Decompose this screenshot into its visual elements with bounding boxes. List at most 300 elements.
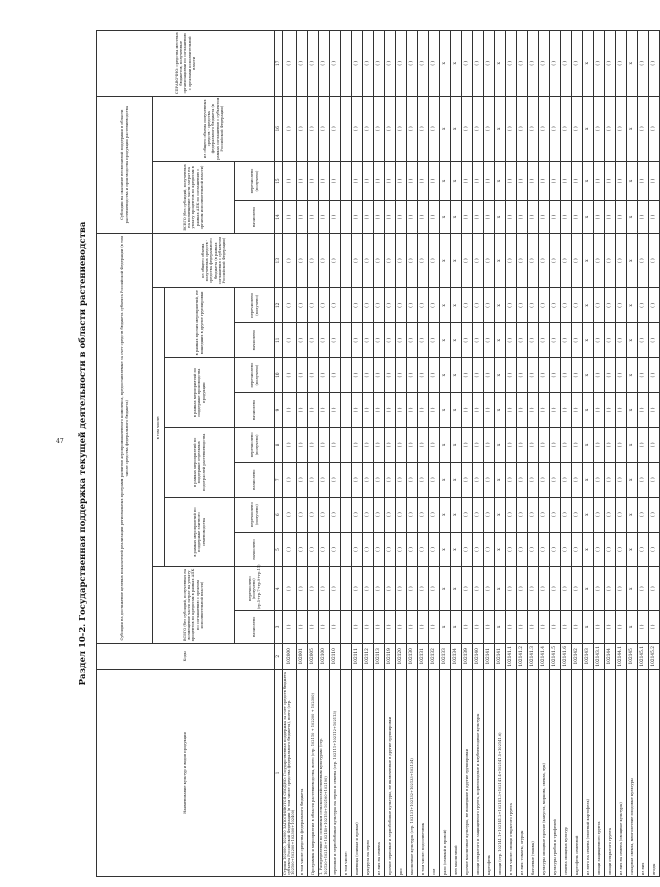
row-value-cell: ( ) bbox=[483, 233, 494, 288]
row-value-cell: ( ) bbox=[615, 201, 626, 234]
row-value-cell: ( ) bbox=[283, 31, 297, 97]
row-value-cell: ( ) bbox=[516, 288, 527, 323]
row-value-cell: ( ) bbox=[461, 161, 472, 200]
row-value-cell: ( ) bbox=[648, 201, 659, 234]
row-value-cell: ( ) bbox=[406, 288, 417, 323]
row-value-cell: ( ) bbox=[351, 323, 362, 358]
row-value-cell: ( ) bbox=[505, 393, 516, 428]
row-code: 102113 bbox=[373, 643, 384, 669]
row-value-cell: ( ) bbox=[648, 462, 659, 497]
row-value-cell: x bbox=[582, 288, 593, 323]
row-value-cell: x bbox=[582, 532, 593, 567]
row-value-cell: x bbox=[439, 427, 450, 462]
table-row bbox=[351, 31, 362, 877]
row-value-cell: ( ) bbox=[428, 358, 439, 393]
row-value-cell: x bbox=[582, 567, 593, 611]
row-value-cell: x bbox=[582, 201, 593, 234]
row-value-cell: ( ) bbox=[615, 611, 626, 644]
support-table bbox=[96, 30, 660, 877]
row-value-cell: ( ) bbox=[417, 462, 428, 497]
row-value-cell: ( ) bbox=[329, 427, 340, 462]
row-value-cell: ( ) bbox=[318, 462, 329, 497]
table-row bbox=[516, 31, 527, 877]
row-value-cell: ( ) bbox=[615, 427, 626, 462]
row-value-cell: ( ) bbox=[329, 31, 340, 97]
row-value-cell: ( ) bbox=[571, 358, 582, 393]
row-value-cell: ( ) bbox=[417, 532, 428, 567]
row-value-cell: ( ) bbox=[283, 233, 297, 288]
row-value-cell: ( ) bbox=[362, 161, 373, 200]
row-value-cell: ( ) bbox=[604, 567, 615, 611]
row-value-cell: ( ) bbox=[296, 233, 307, 288]
row-value-cell: ( ) bbox=[604, 288, 615, 323]
table-row bbox=[406, 31, 417, 877]
row-value-cell bbox=[340, 462, 351, 497]
row-value-cell: ( ) bbox=[571, 567, 582, 611]
row-value-cell: ( ) bbox=[428, 323, 439, 358]
row-value-cell: ( ) bbox=[604, 427, 615, 462]
row-value-cell: ( ) bbox=[483, 358, 494, 393]
row-value-cell: ( ) bbox=[538, 31, 549, 97]
row-value-cell: ( ) bbox=[417, 161, 428, 200]
table-row bbox=[439, 31, 450, 877]
row-value-cell: ( ) bbox=[351, 96, 362, 161]
row-value-cell: ( ) bbox=[483, 462, 494, 497]
row-value-cell: ( ) bbox=[296, 201, 307, 234]
row-value-cell: ( ) bbox=[283, 611, 297, 644]
row-value-cell: ( ) bbox=[593, 567, 604, 611]
row-value-cell: x bbox=[439, 611, 450, 644]
row-value-cell: ( ) bbox=[395, 233, 406, 288]
row-value-cell: x bbox=[439, 161, 450, 200]
row-value-cell: ( ) bbox=[318, 201, 329, 234]
row-value-cell: ( ) bbox=[527, 393, 538, 428]
row-value-cell: ( ) bbox=[461, 393, 472, 428]
row-value-cell: ( ) bbox=[527, 323, 538, 358]
row-value-cell: ( ) bbox=[395, 96, 406, 161]
row-value-cell: ( ) bbox=[283, 462, 297, 497]
row-value-cell: ( ) bbox=[461, 233, 472, 288]
row-value-cell: ( ) bbox=[648, 233, 659, 288]
column-number: 5 bbox=[275, 532, 283, 567]
row-value-cell: ( ) bbox=[593, 161, 604, 200]
row-value-cell: ( ) bbox=[362, 567, 373, 611]
row-name: культуры грибов и трюфелей bbox=[549, 669, 560, 876]
row-value-cell: ( ) bbox=[472, 358, 483, 393]
row-value-cell: ( ) bbox=[516, 393, 527, 428]
row-value-cell: ( ) bbox=[637, 462, 648, 497]
row-value-cell: ( ) bbox=[428, 567, 439, 611]
row-value-cell: ( ) bbox=[428, 611, 439, 644]
row-value-cell: ( ) bbox=[307, 611, 318, 644]
header-accrued: начислено bbox=[235, 393, 275, 428]
row-value-cell: ( ) bbox=[283, 497, 297, 532]
row-value-cell: ( ) bbox=[351, 393, 362, 428]
row-value-cell: ( ) bbox=[604, 233, 615, 288]
row-value-cell: ( ) bbox=[307, 233, 318, 288]
row-value-cell: ( ) bbox=[384, 201, 395, 234]
row-value-cell: ( ) bbox=[615, 567, 626, 611]
row-value-cell: x bbox=[450, 358, 461, 393]
row-value-cell: ( ) bbox=[283, 358, 297, 393]
row-code: 102140 bbox=[472, 643, 483, 669]
row-code: 102141.2 bbox=[516, 643, 527, 669]
row-value-cell: ( ) bbox=[406, 567, 417, 611]
row-value-cell: ( ) bbox=[483, 161, 494, 200]
row-value-cell: ( ) bbox=[417, 233, 428, 288]
row-value-cell: ( ) bbox=[604, 201, 615, 234]
row-value-cell: ( ) bbox=[329, 497, 340, 532]
row-code: 102131 bbox=[417, 643, 428, 669]
row-name: бахчевые (тыквы) bbox=[527, 669, 538, 876]
row-value-cell: ( ) bbox=[472, 532, 483, 567]
row-code: 102141.6 bbox=[560, 643, 571, 669]
row-value-cell: x bbox=[582, 161, 593, 200]
row-value-cell: ( ) bbox=[329, 288, 340, 323]
row-value-cell: ( ) bbox=[373, 288, 384, 323]
row-value-cell: x bbox=[626, 288, 637, 323]
row-value-cell: ( ) bbox=[593, 233, 604, 288]
row-value-cell: ( ) bbox=[461, 358, 472, 393]
row-value-cell: x bbox=[626, 358, 637, 393]
row-value-cell: ( ) bbox=[549, 567, 560, 611]
row-value-cell: ( ) bbox=[516, 611, 527, 644]
row-value-cell: ( ) bbox=[560, 611, 571, 644]
row-value-cell: ( ) bbox=[505, 462, 516, 497]
row-value-cell: ( ) bbox=[395, 358, 406, 393]
row-value-cell: ( ) bbox=[417, 427, 428, 462]
row-value-cell: x bbox=[626, 233, 637, 288]
row-value-cell: ( ) bbox=[527, 462, 538, 497]
row-value-cell: ( ) bbox=[604, 462, 615, 497]
row-value-cell: ( ) bbox=[516, 532, 527, 567]
row-value-cell: ( ) bbox=[648, 497, 659, 532]
row-value-cell: ( ) bbox=[538, 96, 549, 161]
table-row bbox=[384, 31, 395, 877]
row-value-cell: x bbox=[582, 323, 593, 358]
row-value-cell: ( ) bbox=[329, 393, 340, 428]
row-value-cell: x bbox=[626, 497, 637, 532]
row-value-cell: ( ) bbox=[373, 358, 384, 393]
row-value-cell: ( ) bbox=[428, 161, 439, 200]
row-code: 102110 bbox=[329, 643, 340, 669]
row-value-cell: ( ) bbox=[549, 323, 560, 358]
row-value-cell: x bbox=[450, 427, 461, 462]
row-value-cell: ( ) bbox=[362, 497, 373, 532]
row-value-cell: ( ) bbox=[472, 31, 483, 97]
header-accrued: начислено bbox=[235, 201, 275, 234]
header-received: перечислено (получено) bbox=[235, 497, 275, 532]
row-value-cell: ( ) bbox=[505, 323, 516, 358]
row-value-cell: ( ) bbox=[362, 358, 373, 393]
column-number: 12 bbox=[275, 288, 283, 323]
row-value-cell bbox=[340, 611, 351, 644]
row-code: 102141.1 bbox=[505, 643, 516, 669]
row-value-cell: ( ) bbox=[318, 427, 329, 462]
row-value-cell: ( ) bbox=[307, 532, 318, 567]
row-value-cell: ( ) bbox=[283, 532, 297, 567]
row-value-cell bbox=[340, 161, 351, 200]
row-value-cell: ( ) bbox=[505, 201, 516, 234]
row-value-cell: x bbox=[439, 497, 450, 532]
row-value-cell: ( ) bbox=[516, 497, 527, 532]
header-code: Коды bbox=[97, 643, 275, 669]
table-row bbox=[340, 31, 351, 877]
row-value-cell: ( ) bbox=[351, 233, 362, 288]
row-value-cell: ( ) bbox=[428, 393, 439, 428]
row-value-cell: ( ) bbox=[593, 611, 604, 644]
row-name: из них bbox=[637, 669, 648, 876]
row-value-cell: ( ) bbox=[395, 497, 406, 532]
row-value-cell: ( ) bbox=[461, 31, 472, 97]
column-number: 7 bbox=[275, 462, 283, 497]
row-value-cell: ( ) bbox=[483, 288, 494, 323]
row-value-cell: ( ) bbox=[384, 611, 395, 644]
row-value-cell: ( ) bbox=[560, 323, 571, 358]
row-value-cell: ( ) bbox=[362, 393, 373, 428]
header-accrued: начислено bbox=[235, 532, 275, 567]
row-value-cell: ( ) bbox=[593, 323, 604, 358]
row-value-cell: ( ) bbox=[329, 323, 340, 358]
row-value-cell: ( ) bbox=[384, 462, 395, 497]
row-value-cell: ( ) bbox=[571, 31, 582, 97]
row-value-cell: ( ) bbox=[307, 358, 318, 393]
row-code: 102139 bbox=[461, 643, 472, 669]
row-value-cell: ( ) bbox=[417, 497, 428, 532]
row-value-cell: x bbox=[494, 323, 505, 358]
row-name: лен масличный bbox=[450, 669, 461, 876]
row-value-cell: ( ) bbox=[505, 161, 516, 200]
header-sub1: в рамках мероприятий по поддержке элитного семеноводства bbox=[165, 497, 235, 567]
row-code: 102141.3 bbox=[527, 643, 538, 669]
row-value-cell: ( ) bbox=[283, 427, 297, 462]
column-number: 1 bbox=[275, 669, 283, 876]
row-code: 102120 bbox=[395, 643, 406, 669]
row-value-cell: ( ) bbox=[351, 427, 362, 462]
row-value-cell: ( ) bbox=[472, 201, 483, 234]
row-value-cell: ( ) bbox=[593, 96, 604, 161]
row-value-cell: ( ) bbox=[307, 201, 318, 234]
row-value-cell: ( ) bbox=[571, 497, 582, 532]
row-value-cell: ( ) bbox=[362, 427, 373, 462]
row-value-cell: ( ) bbox=[637, 233, 648, 288]
row-value-cell: ( ) bbox=[637, 393, 648, 428]
row-value-cell: x bbox=[582, 427, 593, 462]
row-value-cell: ( ) bbox=[538, 427, 549, 462]
row-value-cell: ( ) bbox=[461, 532, 472, 567]
row-value-cell: ( ) bbox=[648, 323, 659, 358]
row-value-cell: ( ) bbox=[516, 161, 527, 200]
row-value-cell: ( ) bbox=[296, 497, 307, 532]
row-value-cell: ( ) bbox=[527, 96, 538, 161]
column-number: 10 bbox=[275, 358, 283, 393]
row-value-cell: ( ) bbox=[318, 393, 329, 428]
row-name: 1. Распределение по основным сельскохозяйственным культурам: (стр. 102120+102130+102140+102150+102160+102190) bbox=[318, 669, 329, 876]
row-value-cell: x bbox=[439, 288, 450, 323]
row-value-cell: ( ) bbox=[571, 161, 582, 200]
row-value-cell: ( ) bbox=[571, 323, 582, 358]
row-value-cell: ( ) bbox=[505, 288, 516, 323]
row-value-cell: ( ) bbox=[296, 462, 307, 497]
row-value-cell: ( ) bbox=[384, 393, 395, 428]
row-value-cell bbox=[340, 31, 351, 97]
row-code: 102133 bbox=[439, 643, 450, 669]
row-value-cell: x bbox=[439, 532, 450, 567]
row-value-cell: x bbox=[439, 358, 450, 393]
table-row bbox=[549, 31, 560, 877]
row-value-cell: ( ) bbox=[538, 567, 549, 611]
row-value-cell: ( ) bbox=[318, 96, 329, 161]
row-name: картофель bbox=[483, 669, 494, 876]
row-value-cell: ( ) bbox=[505, 532, 516, 567]
row-name: Строки 102000, 102900 ЗАПОЛНЯЮТСЯ СВОДНО: Государственная поддержка за счет средств бюджета субъекта Российской Федерации (в том числе средства федерального бюджета), всего (стр. 102100+102200+102300+102400) bbox=[283, 669, 297, 876]
row-value-cell: ( ) bbox=[307, 96, 318, 161]
row-value-cell: ( ) bbox=[615, 462, 626, 497]
row-value-cell: x bbox=[450, 532, 461, 567]
row-value-cell: ( ) bbox=[283, 161, 297, 200]
row-value-cell: ( ) bbox=[538, 201, 549, 234]
row-value-cell: ( ) bbox=[373, 497, 384, 532]
row-value-cell: ( ) bbox=[428, 497, 439, 532]
row-value-cell: ( ) bbox=[461, 288, 472, 323]
row-value-cell: ( ) bbox=[637, 288, 648, 323]
column-number: 13 bbox=[275, 233, 283, 288]
row-value-cell bbox=[340, 201, 351, 234]
table-row bbox=[461, 31, 472, 877]
row-value-cell: x bbox=[582, 393, 593, 428]
row-value-cell: x bbox=[494, 31, 505, 97]
row-value-cell bbox=[340, 532, 351, 567]
row-value-cell: ( ) bbox=[472, 323, 483, 358]
row-value-cell: x bbox=[582, 96, 593, 161]
header-accrued: начислено bbox=[235, 462, 275, 497]
row-value-cell: ( ) bbox=[516, 462, 527, 497]
row-value-cell: ( ) bbox=[362, 31, 373, 97]
row-value-cell: ( ) bbox=[538, 497, 549, 532]
row-value-cell: x bbox=[626, 427, 637, 462]
row-value-cell bbox=[340, 358, 351, 393]
row-value-cell: ( ) bbox=[428, 288, 439, 323]
row-name: из них: томаты, огурцы bbox=[516, 669, 527, 876]
row-value-cell: ( ) bbox=[505, 567, 516, 611]
row-value-cell: ( ) bbox=[472, 611, 483, 644]
row-value-cell: x bbox=[450, 31, 461, 97]
row-value-cell: ( ) bbox=[296, 161, 307, 200]
row-value-cell: ( ) bbox=[395, 161, 406, 200]
row-value-cell: ( ) bbox=[395, 462, 406, 497]
table-row bbox=[417, 31, 428, 877]
header-received: перечислено (получено) bbox=[235, 288, 275, 323]
row-value-cell: ( ) bbox=[373, 233, 384, 288]
row-value-cell: ( ) bbox=[604, 532, 615, 567]
row-value-cell: x bbox=[450, 323, 461, 358]
row-value-cell: ( ) bbox=[615, 358, 626, 393]
column-number: 2 bbox=[275, 643, 283, 669]
row-value-cell: ( ) bbox=[329, 96, 340, 161]
table-row bbox=[582, 31, 593, 877]
table-row bbox=[494, 31, 505, 877]
row-value-cell: ( ) bbox=[648, 427, 659, 462]
row-value-cell: ( ) bbox=[428, 427, 439, 462]
row-value-cell: ( ) bbox=[373, 427, 384, 462]
row-value-cell: ( ) bbox=[560, 462, 571, 497]
row-value-cell: ( ) bbox=[593, 427, 604, 462]
row-code: 102143 bbox=[582, 643, 593, 669]
row-value-cell: ( ) bbox=[351, 288, 362, 323]
row-name: в том числе: подсолнечник bbox=[417, 669, 428, 876]
row-value-cell: ( ) bbox=[384, 233, 395, 288]
row-value-cell: ( ) bbox=[505, 611, 516, 644]
row-value-cell: ( ) bbox=[406, 201, 417, 234]
row-value-cell: ( ) bbox=[538, 462, 549, 497]
row-value-cell: ( ) bbox=[351, 201, 362, 234]
row-name: овощи открытого и защищенного грунта, корнеплодные и клубнеплодные культуры bbox=[472, 669, 483, 876]
row-value-cell: x bbox=[626, 532, 637, 567]
row-value-cell: ( ) bbox=[351, 497, 362, 532]
row-name: в том числе средства федерального бюджета bbox=[296, 669, 307, 876]
row-value-cell: ( ) bbox=[483, 497, 494, 532]
row-value-cell: ( ) bbox=[549, 462, 560, 497]
row-value-cell: ( ) bbox=[384, 427, 395, 462]
header-name: Наименование культур и видов продукции bbox=[97, 669, 275, 876]
row-name: овощи открытого грунта bbox=[604, 669, 615, 876]
row-value-cell: x bbox=[494, 288, 505, 323]
row-value-cell: ( ) bbox=[604, 96, 615, 161]
row-value-cell: ( ) bbox=[571, 288, 582, 323]
row-value-cell: ( ) bbox=[593, 201, 604, 234]
table-row bbox=[483, 31, 494, 877]
row-value-cell: ( ) bbox=[593, 497, 604, 532]
row-value-cell: x bbox=[450, 161, 461, 200]
row-value-cell: ( ) bbox=[406, 323, 417, 358]
header-reference: СПРАВОЧНО: средства местных бюджетов, полученные организациями по соглашению с органами исполнительной власти bbox=[97, 31, 275, 97]
row-value-cell: x bbox=[494, 96, 505, 161]
row-value-cell: ( ) bbox=[527, 161, 538, 200]
row-value-cell: ( ) bbox=[472, 427, 483, 462]
row-value-cell: ( ) bbox=[373, 462, 384, 497]
row-value-cell: x bbox=[494, 497, 505, 532]
row-value-cell: ( ) bbox=[505, 96, 516, 161]
row-value-cell: ( ) bbox=[351, 567, 362, 611]
table-row bbox=[626, 31, 637, 877]
row-value-cell: ( ) bbox=[373, 323, 384, 358]
row-value-cell: ( ) bbox=[637, 611, 648, 644]
row-value-cell: x bbox=[439, 393, 450, 428]
row-value-cell: ( ) bbox=[296, 323, 307, 358]
row-value-cell: ( ) bbox=[283, 567, 297, 611]
row-value-cell: ( ) bbox=[395, 288, 406, 323]
row-value-cell: ( ) bbox=[283, 288, 297, 323]
row-value-cell: ( ) bbox=[307, 567, 318, 611]
row-value-cell: ( ) bbox=[549, 201, 560, 234]
row-value-cell: ( ) bbox=[296, 532, 307, 567]
row-value-cell: ( ) bbox=[516, 323, 527, 358]
table-row bbox=[505, 31, 516, 877]
row-name: ягоды bbox=[648, 669, 659, 876]
row-value-cell: ( ) bbox=[604, 323, 615, 358]
row-value-cell: ( ) bbox=[505, 427, 516, 462]
row-value-cell: ( ) bbox=[384, 323, 395, 358]
row-value-cell: ( ) bbox=[648, 358, 659, 393]
row-value-cell: ( ) bbox=[472, 462, 483, 497]
row-value-cell: ( ) bbox=[406, 358, 417, 393]
row-value-cell: ( ) bbox=[637, 96, 648, 161]
row-value-cell: ( ) bbox=[483, 427, 494, 462]
table-row bbox=[318, 31, 329, 877]
row-value-cell: ( ) bbox=[637, 497, 648, 532]
row-value-cell: ( ) bbox=[329, 462, 340, 497]
column-number: 14 bbox=[275, 201, 283, 234]
